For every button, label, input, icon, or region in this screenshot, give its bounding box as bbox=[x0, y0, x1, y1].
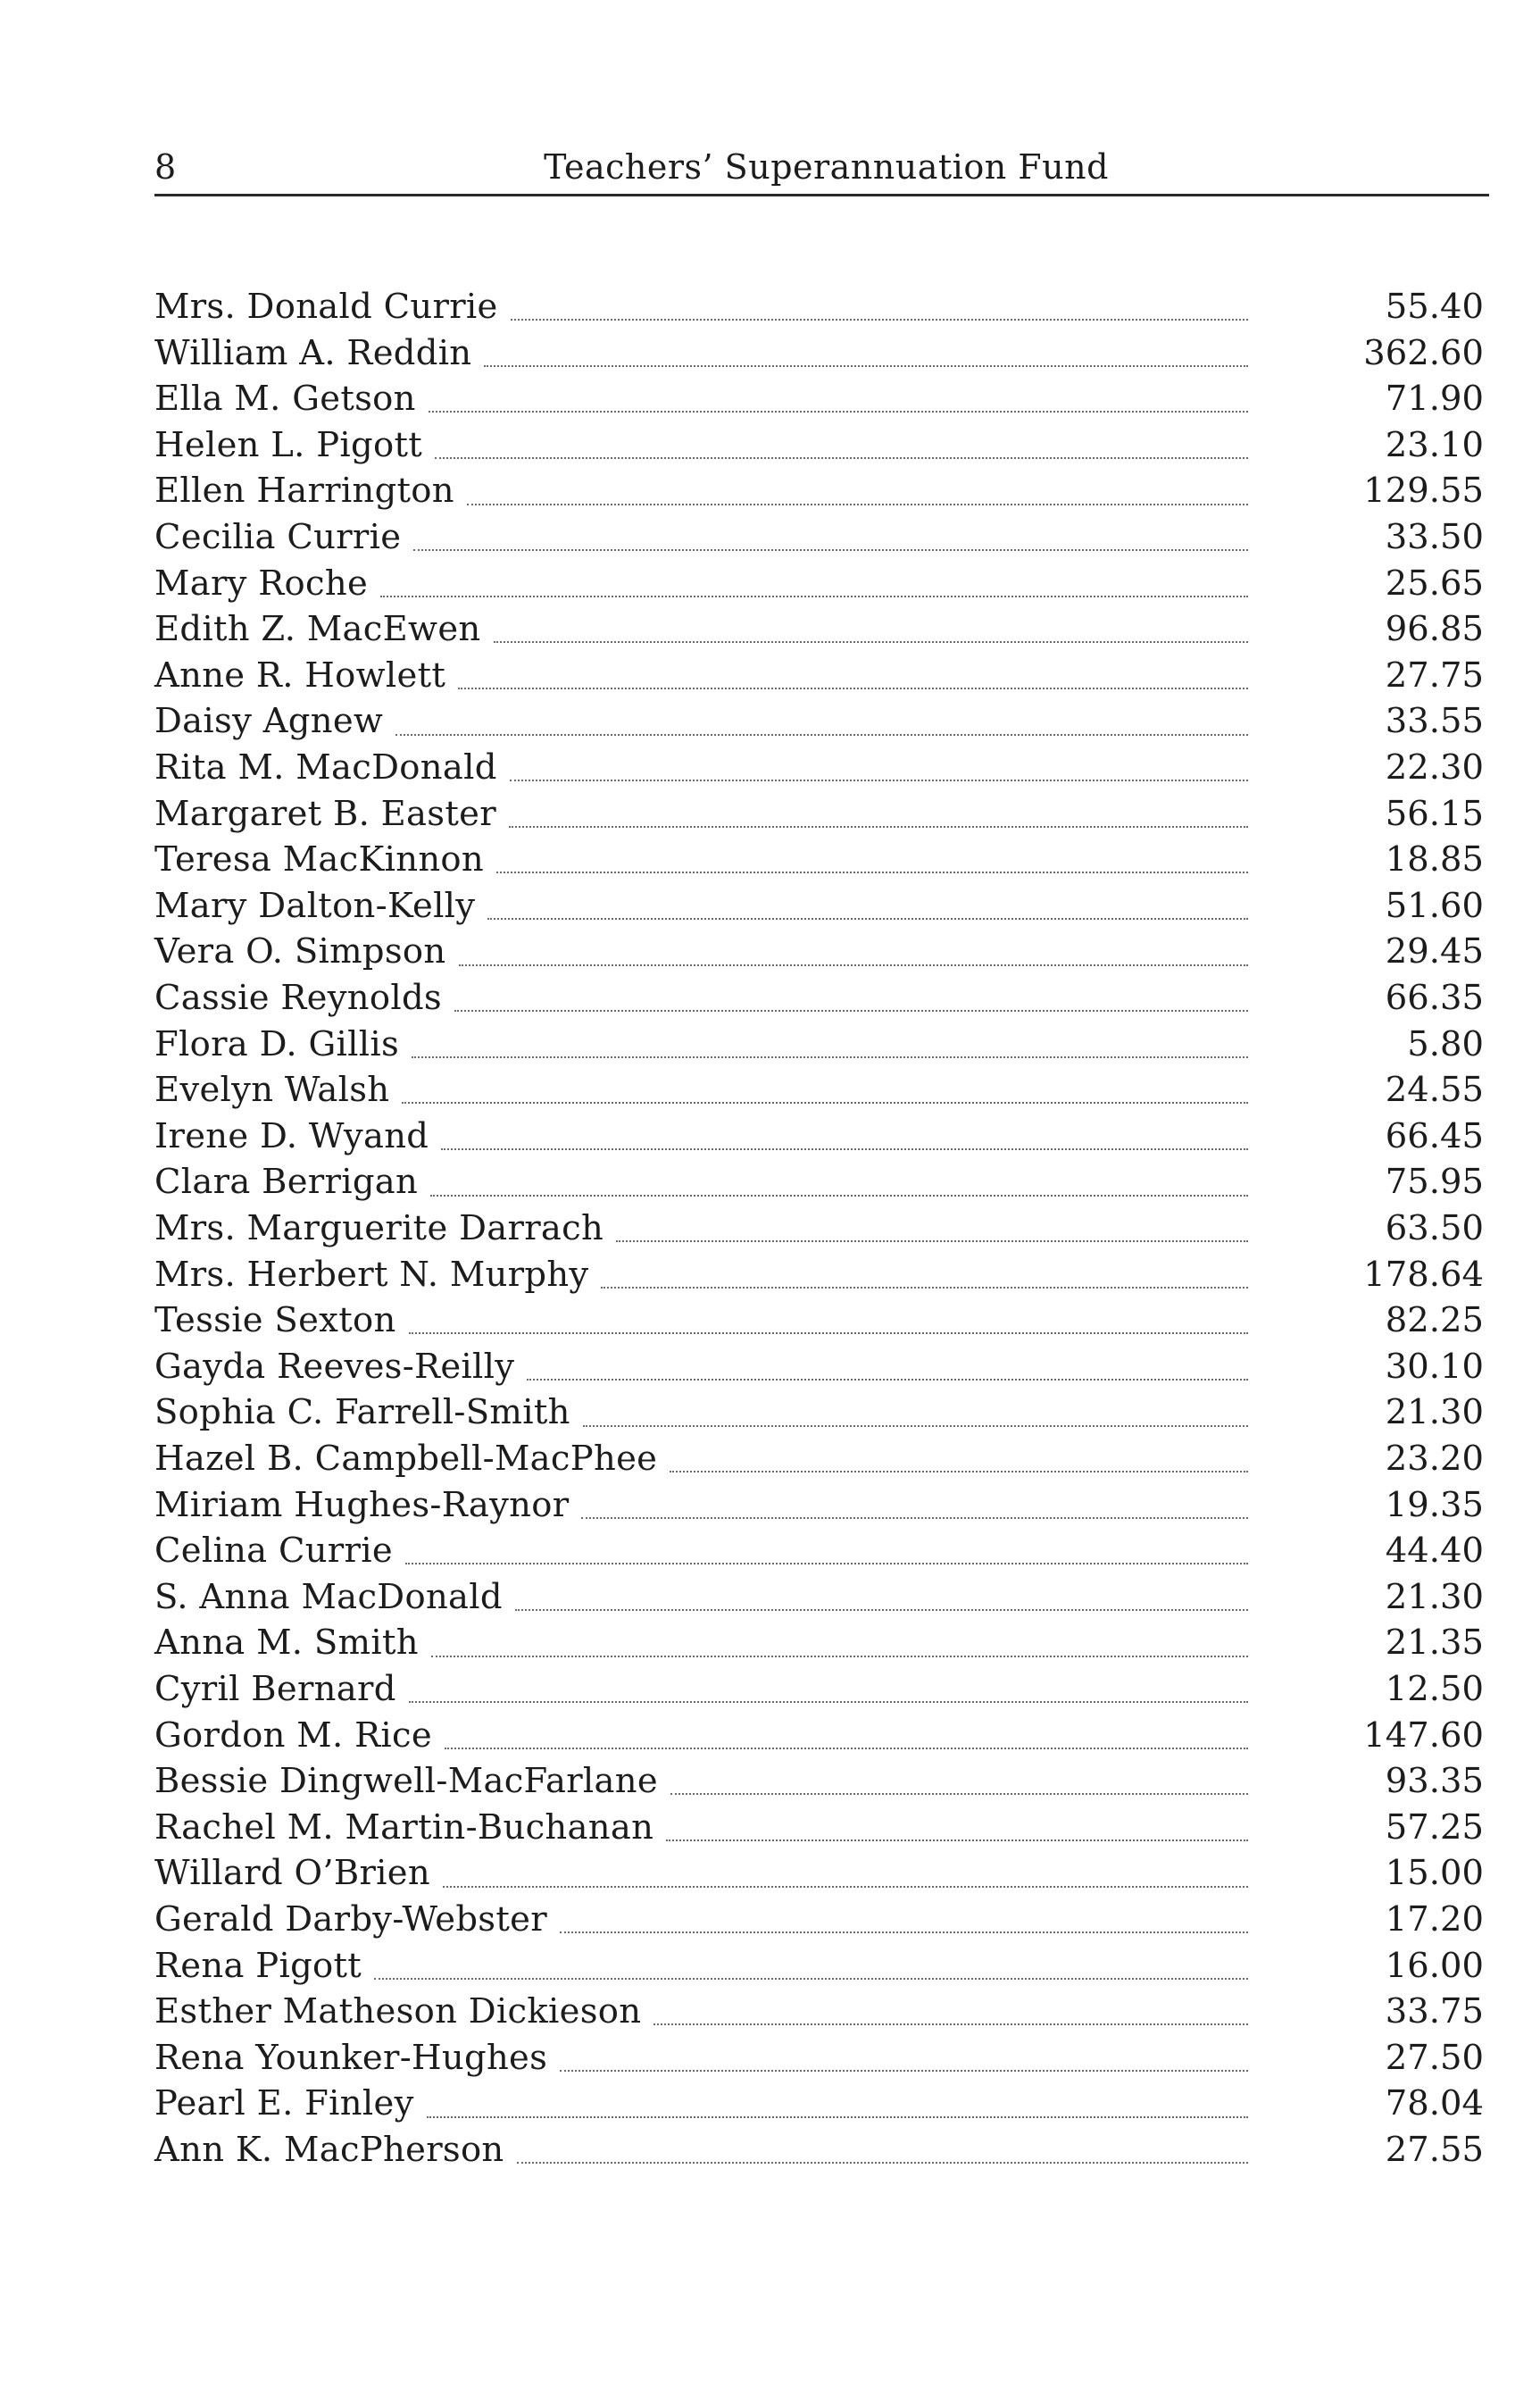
entry-name: Gordon M. Rice bbox=[154, 1714, 432, 1756]
entry-name: Teresa MacKinnon bbox=[154, 839, 484, 880]
entry-name: Rena Pigott bbox=[154, 1945, 362, 1986]
running-title: Teachers’ Superannuation Fund bbox=[544, 147, 1109, 187]
dot-leader bbox=[487, 917, 1248, 920]
dot-leader bbox=[496, 871, 1248, 873]
entry-amount: 17.20 bbox=[1385, 1899, 1484, 1940]
list-item bbox=[154, 2035, 1489, 2081]
dot-leader bbox=[374, 1977, 1248, 1980]
entry-amount: 21.30 bbox=[1385, 1576, 1484, 1617]
dot-leader bbox=[412, 1055, 1248, 1058]
entry-amount: 23.10 bbox=[1385, 424, 1484, 465]
entry-name: Irene D. Wyand bbox=[154, 1115, 429, 1156]
entry-amount: 78.04 bbox=[1385, 2083, 1484, 2124]
list-item bbox=[154, 1114, 1489, 1160]
entry-amount: 18.85 bbox=[1385, 839, 1484, 880]
list-item bbox=[154, 883, 1489, 930]
list-item bbox=[154, 606, 1489, 653]
entry-amount: 93.35 bbox=[1385, 1761, 1484, 1802]
entry-amount: 30.10 bbox=[1385, 1346, 1484, 1387]
entry-amount: 75.95 bbox=[1385, 1162, 1484, 1203]
list-item bbox=[154, 2127, 1489, 2173]
dot-leader bbox=[454, 1009, 1248, 1012]
list-item bbox=[154, 1436, 1489, 1482]
list-item bbox=[154, 1713, 1489, 1759]
list-item bbox=[154, 1344, 1489, 1390]
list-item bbox=[154, 514, 1489, 561]
entry-name: Rita M. MacDonald bbox=[154, 747, 497, 788]
entry-amount: 44.40 bbox=[1385, 1531, 1484, 1572]
dot-leader bbox=[527, 1378, 1248, 1381]
entry-amount: 56.15 bbox=[1385, 793, 1484, 834]
entry-amount: 96.85 bbox=[1385, 609, 1484, 650]
list-item bbox=[154, 698, 1489, 745]
entry-name: Anne R. Howlett bbox=[154, 655, 446, 696]
dot-leader bbox=[581, 1516, 1248, 1519]
list-item bbox=[154, 468, 1489, 514]
dot-leader bbox=[409, 1331, 1248, 1334]
entry-name: Willard O’Brien bbox=[154, 1853, 430, 1894]
list-item bbox=[154, 330, 1489, 377]
entry-name: Rachel M. Martin-Buchanan bbox=[154, 1806, 654, 1848]
dot-leader bbox=[666, 1839, 1248, 1841]
dot-leader bbox=[560, 1931, 1248, 1933]
dot-leader bbox=[601, 1286, 1248, 1289]
entry-amount: 29.45 bbox=[1385, 931, 1484, 972]
entry-name: Vera O. Simpson bbox=[154, 931, 446, 972]
entry-amount: 5.80 bbox=[1407, 1023, 1484, 1064]
entry-amount: 82.25 bbox=[1385, 1300, 1484, 1341]
list-item bbox=[154, 2081, 1489, 2127]
entry-name: William A. Reddin bbox=[154, 332, 472, 373]
dot-leader bbox=[395, 733, 1248, 736]
list-item bbox=[154, 1758, 1489, 1805]
dot-leader bbox=[670, 1792, 1248, 1795]
entry-name: Rena Younker-Hughes bbox=[154, 2037, 548, 2078]
entry-amount: 21.30 bbox=[1385, 1392, 1484, 1433]
entry-name: Bessie Dingwell-MacFarlane bbox=[154, 1761, 658, 1802]
page-number: 8 bbox=[154, 147, 177, 187]
list-item bbox=[154, 1850, 1489, 1897]
entry-amount: 19.35 bbox=[1385, 1484, 1484, 1525]
entry-name: Cassie Reynolds bbox=[154, 978, 442, 1018]
entry-amount: 27.50 bbox=[1385, 2037, 1484, 2078]
list-item bbox=[154, 561, 1489, 607]
dot-leader bbox=[380, 595, 1248, 597]
list-item bbox=[154, 929, 1489, 975]
entry-amount: 12.50 bbox=[1385, 1669, 1484, 1709]
list-item bbox=[154, 1252, 1489, 1298]
entry-name: Evelyn Walsh bbox=[154, 1070, 390, 1111]
dot-leader bbox=[427, 2115, 1248, 2118]
dot-leader bbox=[413, 548, 1248, 551]
list-item bbox=[154, 745, 1489, 791]
entry-name: Celina Currie bbox=[154, 1531, 393, 1572]
list-item bbox=[154, 1943, 1489, 1990]
dot-leader bbox=[616, 1239, 1248, 1242]
dot-leader bbox=[405, 1562, 1248, 1564]
list-item bbox=[154, 1022, 1489, 1068]
entry-name: Gerald Darby-Webster bbox=[154, 1899, 547, 1940]
dot-leader bbox=[510, 779, 1248, 781]
entry-amount: 25.65 bbox=[1385, 563, 1484, 604]
entry-amount: 23.20 bbox=[1385, 1439, 1484, 1479]
list-item bbox=[154, 1389, 1489, 1436]
entry-amount: 71.90 bbox=[1385, 379, 1484, 420]
entry-amount: 66.45 bbox=[1385, 1115, 1484, 1156]
entry-name: S. Anna MacDonald bbox=[154, 1576, 503, 1617]
entry-name: Helen L. Pigott bbox=[154, 424, 423, 465]
entry-amount: 27.75 bbox=[1385, 655, 1484, 696]
dot-leader bbox=[515, 1608, 1248, 1611]
entry-amount: 22.30 bbox=[1385, 747, 1484, 788]
entry-amount: 129.55 bbox=[1363, 471, 1484, 512]
entry-amount: 33.50 bbox=[1385, 517, 1484, 557]
dot-leader bbox=[484, 364, 1248, 367]
entry-name: Hazel B. Campbell-MacPhee bbox=[154, 1439, 658, 1479]
entry-name: Daisy Agnew bbox=[154, 701, 384, 742]
dot-leader bbox=[511, 318, 1248, 321]
list-item bbox=[154, 422, 1489, 469]
entry-name: Anna M. Smith bbox=[154, 1623, 419, 1664]
dot-leader bbox=[517, 2161, 1248, 2164]
list-item bbox=[154, 1206, 1489, 1252]
list-item bbox=[154, 1528, 1489, 1574]
list-item bbox=[154, 1805, 1489, 1851]
entry-name: Cyril Bernard bbox=[154, 1669, 396, 1709]
entry-amount: 57.25 bbox=[1385, 1806, 1484, 1848]
entry-amount: 21.35 bbox=[1385, 1623, 1484, 1664]
dot-leader bbox=[441, 1147, 1248, 1150]
dot-leader bbox=[670, 1470, 1248, 1472]
dot-leader bbox=[445, 1747, 1248, 1749]
dot-leader bbox=[494, 640, 1248, 643]
entry-amount: 147.60 bbox=[1363, 1714, 1484, 1756]
entry-name: Clara Berrigan bbox=[154, 1162, 419, 1203]
entry-amount: 33.75 bbox=[1385, 1991, 1484, 2032]
entry-amount: 55.40 bbox=[1385, 287, 1484, 327]
list-item bbox=[154, 376, 1489, 422]
entry-name: Gayda Reeves-Reilly bbox=[154, 1346, 515, 1387]
entry-amount: 33.55 bbox=[1385, 701, 1484, 742]
list-item bbox=[154, 1620, 1489, 1666]
list-item bbox=[154, 1989, 1489, 2035]
dot-leader bbox=[458, 687, 1248, 689]
entry-name: Pearl E. Finley bbox=[154, 2083, 414, 2124]
list-item bbox=[154, 284, 1489, 330]
dot-leader bbox=[467, 503, 1248, 505]
list-item bbox=[154, 653, 1489, 699]
dot-leader bbox=[509, 825, 1248, 828]
entry-name: Sophia C. Farrell-Smith bbox=[154, 1392, 570, 1433]
entry-amount: 24.55 bbox=[1385, 1070, 1484, 1111]
dot-leader bbox=[435, 456, 1248, 459]
page-header bbox=[154, 147, 1489, 196]
list-item bbox=[154, 1159, 1489, 1206]
list-item bbox=[154, 1897, 1489, 1943]
entry-name: Margaret B. Easter bbox=[154, 793, 496, 834]
entry-name: Edith Z. MacEwen bbox=[154, 609, 481, 650]
entry-amount: 16.00 bbox=[1385, 1945, 1484, 1986]
dot-leader bbox=[459, 964, 1248, 966]
list-item bbox=[154, 1666, 1489, 1713]
list-item bbox=[154, 1067, 1489, 1114]
entry-name: Miriam Hughes-Raynor bbox=[154, 1484, 570, 1525]
entry-name: Ellen Harrington bbox=[154, 471, 454, 512]
dot-leader bbox=[443, 1885, 1248, 1888]
entry-name: Ann K. MacPherson bbox=[154, 2130, 504, 2170]
list-item bbox=[154, 975, 1489, 1022]
entry-amount: 66.35 bbox=[1385, 978, 1484, 1018]
entry-name: Cecilia Currie bbox=[154, 517, 402, 557]
entry-name: Flora D. Gillis bbox=[154, 1023, 400, 1064]
dot-leader bbox=[429, 410, 1248, 413]
entry-name: Mary Roche bbox=[154, 563, 369, 604]
dot-leader bbox=[583, 1424, 1248, 1427]
entry-amount: 178.64 bbox=[1363, 1254, 1484, 1295]
dot-leader bbox=[560, 2069, 1248, 2072]
entry-amount: 51.60 bbox=[1385, 885, 1484, 926]
entry-amount: 362.60 bbox=[1363, 332, 1484, 373]
dot-leader bbox=[409, 1700, 1248, 1703]
entry-name: Mrs. Donald Currie bbox=[154, 287, 498, 327]
list-item bbox=[154, 1574, 1489, 1621]
entry-amount: 27.55 bbox=[1385, 2130, 1484, 2170]
entry-amount: 15.00 bbox=[1385, 1853, 1484, 1894]
dot-leader bbox=[653, 2023, 1248, 2025]
entry-name: Ella M. Getson bbox=[154, 379, 416, 420]
list-item bbox=[154, 791, 1489, 838]
entry-name: Esther Matheson Dickieson bbox=[154, 1991, 642, 2032]
entry-amount: 63.50 bbox=[1385, 1208, 1484, 1248]
dot-leader bbox=[430, 1194, 1248, 1197]
entry-name: Mrs. Marguerite Darrach bbox=[154, 1208, 604, 1248]
list-item bbox=[154, 837, 1489, 883]
dot-leader bbox=[402, 1101, 1248, 1104]
entry-name: Mrs. Herbert N. Murphy bbox=[154, 1254, 589, 1295]
list-item bbox=[154, 1482, 1489, 1529]
list-item bbox=[154, 1297, 1489, 1344]
entry-name: Mary Dalton-Kelly bbox=[154, 885, 476, 926]
dot-leader bbox=[431, 1655, 1248, 1657]
entry-name: Tessie Sexton bbox=[154, 1300, 396, 1341]
